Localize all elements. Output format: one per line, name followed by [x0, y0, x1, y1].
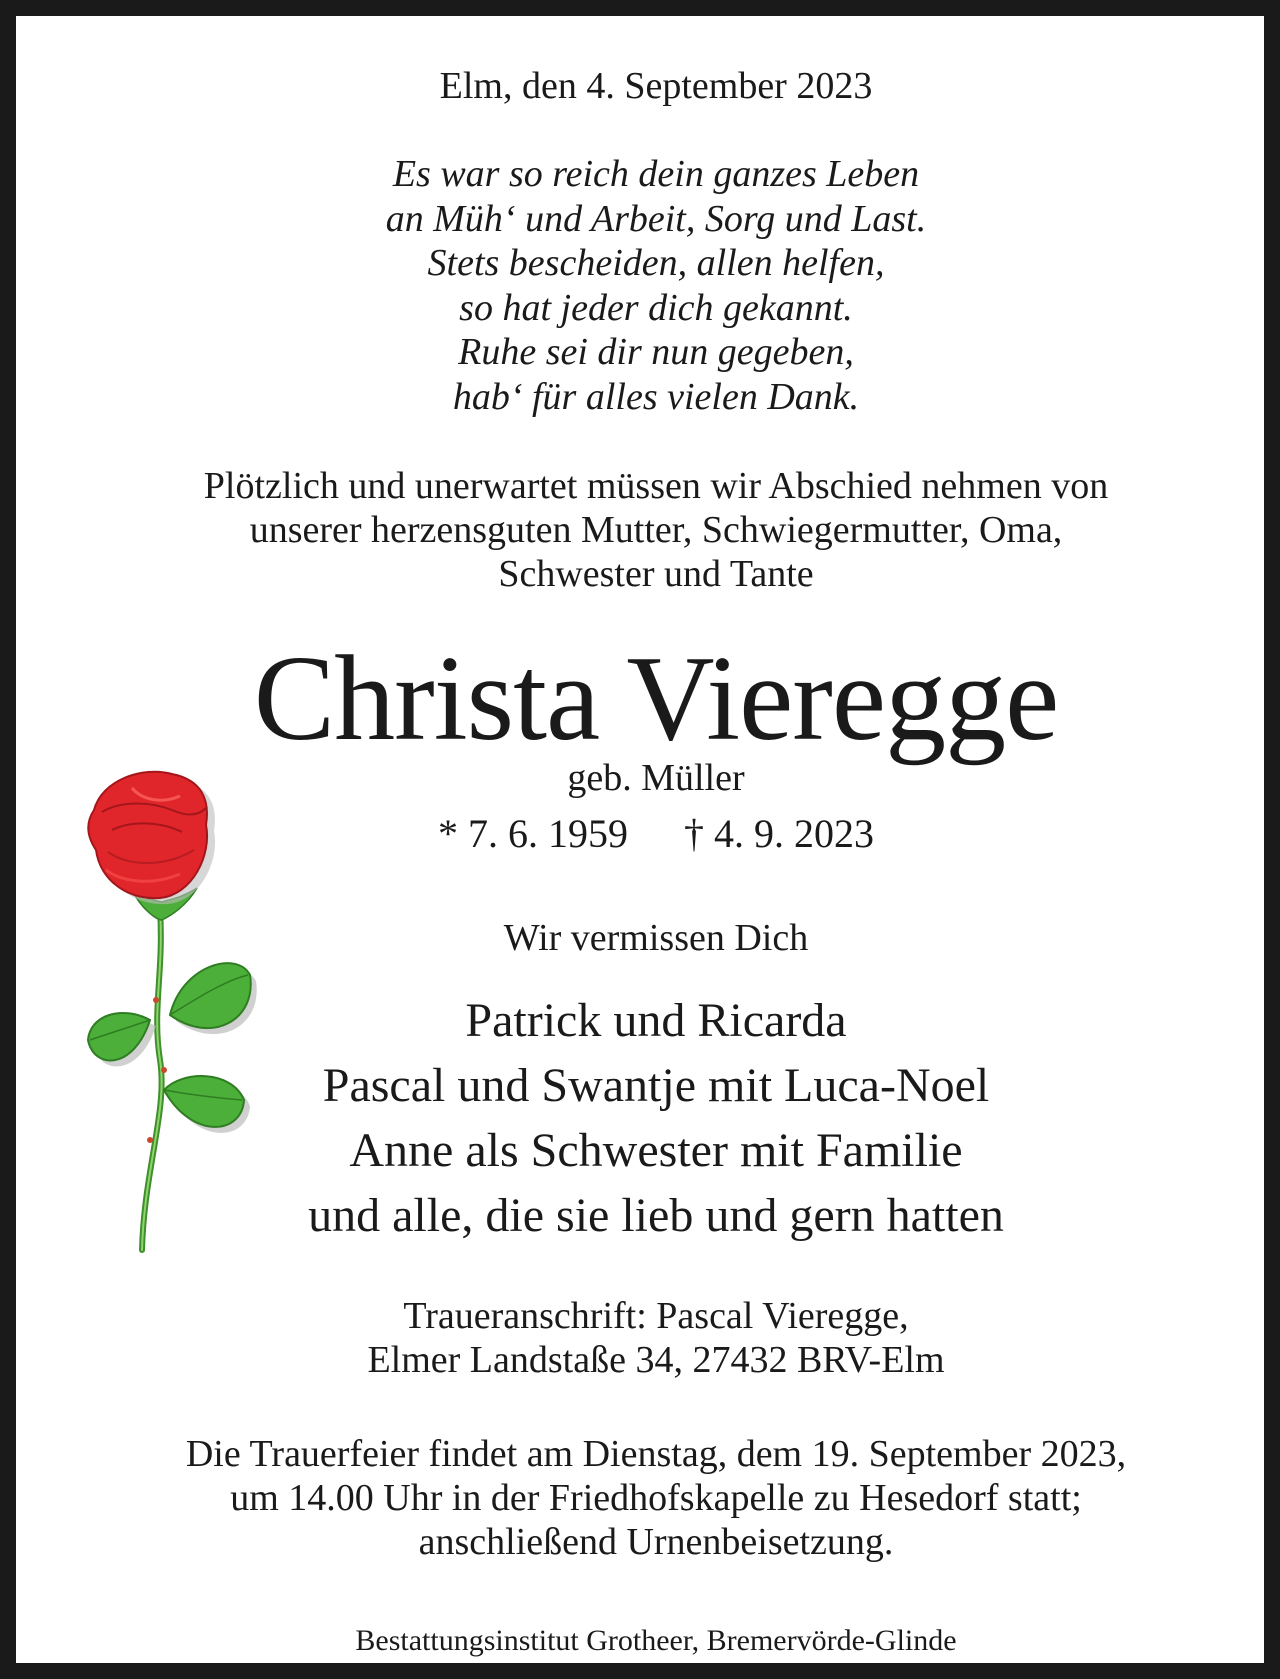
mourner-line: und alle, die sie lieb und gern hatten	[308, 1189, 1004, 1242]
birth-name: geb. Müller	[567, 757, 745, 799]
poem-line: an Müh‘ und Arbeit, Sorg und Last.	[385, 197, 927, 240]
intro-text	[32, 464, 1280, 596]
intro-line: unserer herzensguten Mutter, Schwiegermutter, Oma,	[249, 509, 1063, 551]
service-line: Die Trauerfeier findet am Dienstag, dem 19. September 2023,	[185, 1433, 1127, 1475]
rose-bloom	[88, 772, 207, 898]
death-date: † 4. 9. 2023	[684, 811, 874, 856]
deceased-name: Christa Vieregge	[253, 631, 1059, 766]
address-line: Elmer Landstaße 34, 27432 BRV-Elm	[367, 1339, 945, 1381]
rose-stem	[142, 910, 162, 1250]
intro-line: Schwester und Tante	[498, 553, 814, 595]
poem-line: Stets bescheiden, allen helfen,	[427, 242, 885, 284]
mourner-line: Pascal und Swantje mit Luca-Noel	[322, 1059, 990, 1112]
obituary-content	[32, 32, 1280, 1679]
service-line: anschließend Urnenbeisetzung.	[418, 1521, 894, 1563]
mourner-line: Anne als Schwester mit Familie	[349, 1124, 963, 1177]
poem	[32, 152, 1280, 419]
rose-leaf	[164, 1076, 244, 1127]
intro-line: Plötzlich und unerwartet müssen wir Abschied nehmen von	[203, 465, 1109, 507]
mourner-line: Patrick und Ricarda	[465, 994, 847, 1047]
birth-date: * 7. 6. 1959	[438, 811, 628, 856]
service-line: um 14.00 Uhr in der Friedhofskapelle zu Hesedorf statt;	[230, 1477, 1082, 1519]
address-line: Traueranschrift: Pascal Vieregge,	[403, 1295, 909, 1337]
poem-line: Es war so reich dein ganzes Leben	[392, 153, 920, 195]
mourning-address	[32, 1294, 1280, 1382]
poem-line: Ruhe sei dir nun gegeben,	[458, 331, 854, 373]
poem-line: hab‘ für alles vielen Dank.	[452, 375, 860, 418]
service-info	[32, 1432, 1280, 1564]
date-line: Elm, den 4. September 2023	[439, 65, 873, 107]
poem-line: so hat jeder dich gekannt.	[459, 286, 853, 329]
funeral-home: Bestattungsinstitut Grotheer, Bremervörde-Glinde	[355, 1624, 957, 1657]
rose-illustration	[72, 770, 262, 1260]
miss-line: Wir vermissen Dich	[503, 917, 809, 959]
